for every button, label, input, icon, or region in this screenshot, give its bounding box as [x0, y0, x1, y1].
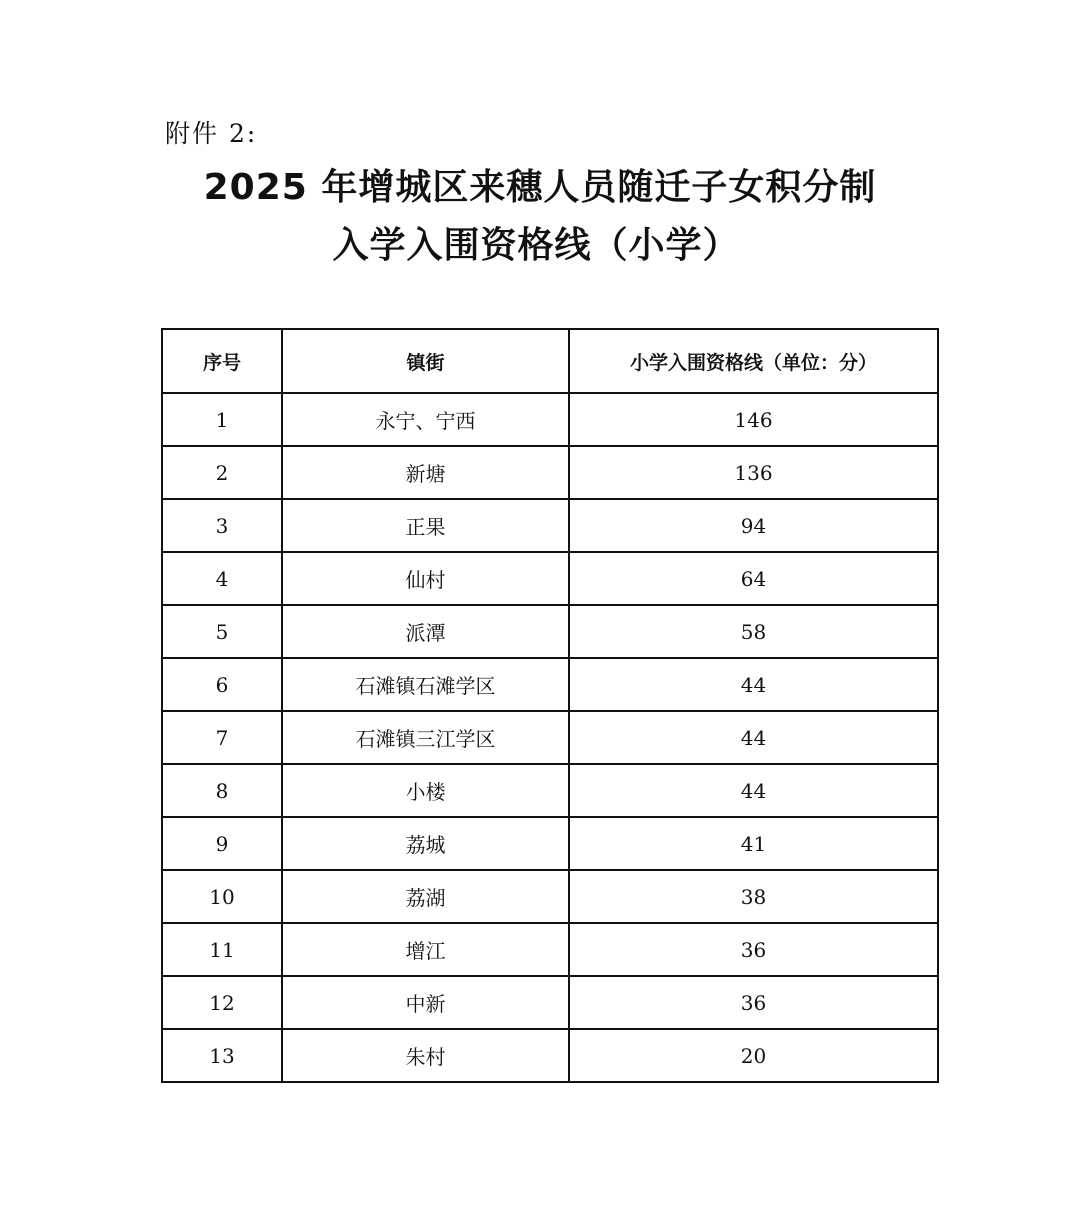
cell-town: 朱村 — [282, 1029, 569, 1082]
cell-town: 荔湖 — [282, 870, 569, 923]
cell-number: 3 — [162, 499, 282, 552]
cell-town: 中新 — [282, 976, 569, 1029]
cell-town: 永宁、宁西 — [282, 393, 569, 446]
cell-town: 派潭 — [282, 605, 569, 658]
cell-number: 5 — [162, 605, 282, 658]
cell-town: 石滩镇石滩学区 — [282, 658, 569, 711]
cell-score: 44 — [569, 658, 938, 711]
cell-town: 荔城 — [282, 817, 569, 870]
table-row — [162, 499, 938, 552]
cell-number: 10 — [162, 870, 282, 923]
cell-number: 13 — [162, 1029, 282, 1082]
cell-number: 1 — [162, 393, 282, 446]
table-row — [162, 552, 938, 605]
cell-town: 小楼 — [282, 764, 569, 817]
cell-score: 146 — [569, 393, 938, 446]
cell-score: 41 — [569, 817, 938, 870]
cell-number: 2 — [162, 446, 282, 499]
cell-number: 9 — [162, 817, 282, 870]
cell-number: 8 — [162, 764, 282, 817]
column-header-score: 小学入围资格线（单位：分） — [569, 329, 938, 393]
table-header-row — [162, 329, 938, 393]
table-row — [162, 1029, 938, 1082]
table-row — [162, 446, 938, 499]
page-title-line-2: 入学入围资格线（小学） — [332, 225, 740, 266]
score-table — [161, 328, 939, 1083]
cell-score: 64 — [569, 552, 938, 605]
table-row — [162, 923, 938, 976]
cell-number: 6 — [162, 658, 282, 711]
table-row — [162, 711, 938, 764]
cell-score: 44 — [569, 764, 938, 817]
cell-score: 44 — [569, 711, 938, 764]
cell-score: 94 — [569, 499, 938, 552]
cell-town: 石滩镇三江学区 — [282, 711, 569, 764]
cell-number: 4 — [162, 552, 282, 605]
cell-score: 136 — [569, 446, 938, 499]
table-row — [162, 976, 938, 1029]
cell-score: 58 — [569, 605, 938, 658]
cell-town: 新塘 — [282, 446, 569, 499]
table-row — [162, 870, 938, 923]
cell-score: 36 — [569, 976, 938, 1029]
table-row — [162, 764, 938, 817]
cell-number: 7 — [162, 711, 282, 764]
cell-town: 正果 — [282, 499, 569, 552]
cell-number: 12 — [162, 976, 282, 1029]
table-row — [162, 817, 938, 870]
cell-number: 11 — [162, 923, 282, 976]
table-row — [162, 658, 938, 711]
table-row — [162, 393, 938, 446]
attachment-label: 附件 2: — [165, 119, 258, 148]
cell-score: 20 — [569, 1029, 938, 1082]
table-row — [162, 605, 938, 658]
table-body — [162, 393, 938, 1082]
cell-score: 38 — [569, 870, 938, 923]
table-header — [162, 329, 938, 393]
column-header-town: 镇街 — [282, 329, 569, 393]
cell-score: 36 — [569, 923, 938, 976]
cell-town: 增江 — [282, 923, 569, 976]
cell-town: 仙村 — [282, 552, 569, 605]
page-title-line-1: 2025 年增城区来穗人员随迁子女积分制 — [203, 167, 877, 208]
column-header-number: 序号 — [162, 329, 282, 393]
